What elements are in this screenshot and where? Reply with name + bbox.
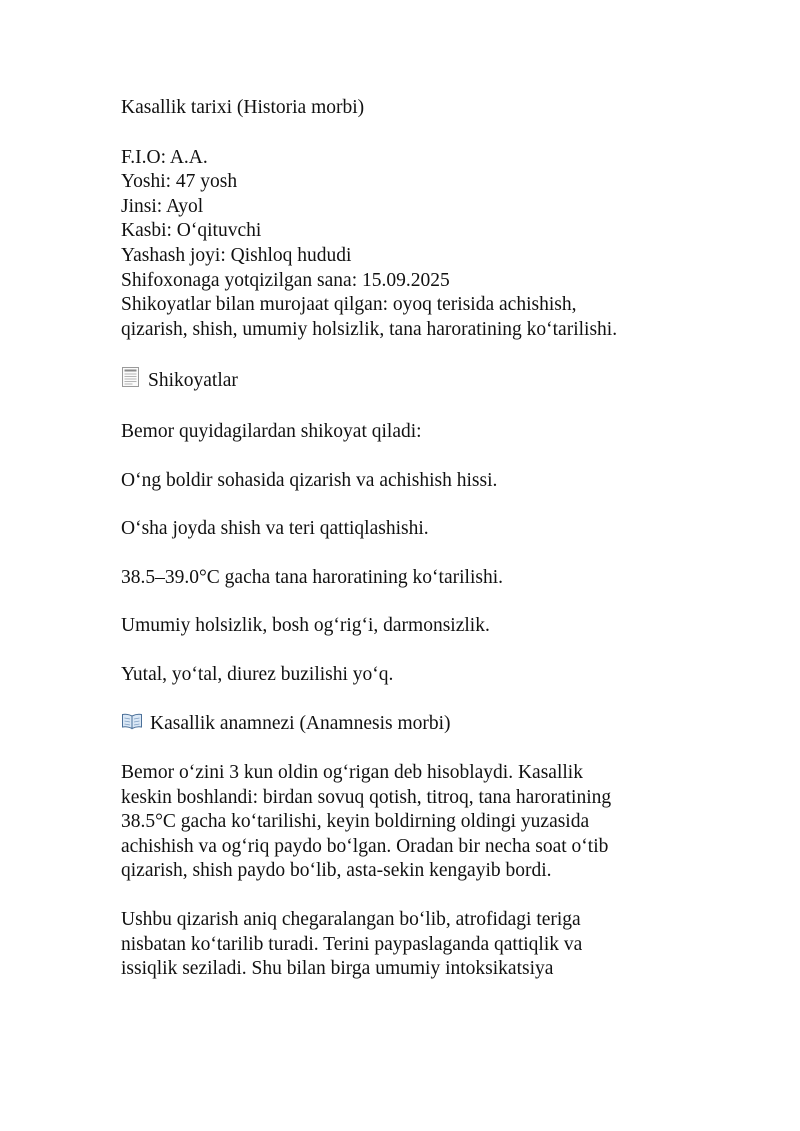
document-icon bbox=[121, 366, 141, 396]
anamnesis-heading bbox=[121, 712, 721, 738]
complaints-heading-text: Shikoyatlar bbox=[148, 369, 238, 391]
complaint-item: Yutal, yo‘tal, diurez buzilishi yo‘q. bbox=[121, 663, 394, 685]
spacer bbox=[121, 688, 721, 712]
complaint-item: 38.5–39.0°C gacha tana haroratining ko‘tarilishi. bbox=[121, 566, 503, 588]
spacer bbox=[121, 884, 721, 908]
patient-complaint-line-2: qizarish, shish, umumiy holsizlik, tana haroratining ko‘tarilishi. bbox=[121, 318, 618, 340]
paragraph-line: qizarish, shish paydo bo‘lib, asta-sekin kengayib bordi. bbox=[121, 860, 552, 882]
complaint-item: O‘ng boldir sohasida qizarish va achishish hissi. bbox=[121, 469, 498, 491]
patient-admission-date: Shifoxonaga yotqizilgan sana: 15.09.2025 bbox=[121, 269, 450, 291]
anamnesis-paragraph-1 bbox=[121, 761, 721, 884]
document-title: Kasallik tarixi (Historia morbi) bbox=[121, 97, 365, 118]
paragraph-line: issiqlik seziladi. Shu bilan birga umumiy intoksikatsiya bbox=[121, 958, 554, 980]
patient-residence: Yashash joyi: Qishloq hududi bbox=[121, 244, 352, 266]
spacer bbox=[121, 342, 721, 366]
paragraph-line: nisbatan ko‘tarilib turadi. Terini paypaslaganda qattiqlik va bbox=[121, 933, 583, 955]
paragraph-line: Ushbu qizarish aniq chegaralangan bo‘lib, atrofidagi teriga bbox=[121, 909, 581, 931]
spacer bbox=[121, 590, 721, 614]
spacer bbox=[121, 121, 721, 146]
spacer bbox=[121, 445, 721, 469]
patient-complaint-line-1: Shikoyatlar bilan murojaat qilgan: oyoq terisida achishish, bbox=[121, 294, 577, 316]
complaints-intro: Bemor quyidagilardan shikoyat qiladi: bbox=[121, 420, 422, 442]
anamnesis-heading-text: Kasallik anamnezi (Anamnesis morbi) bbox=[150, 713, 451, 734]
patient-job: Kasbi: O‘qituvchi bbox=[121, 220, 262, 242]
paragraph-line: 38.5°C gacha ko‘tarilishi, keyin boldirning oldingi yuzasida bbox=[121, 811, 590, 833]
spacer bbox=[121, 639, 721, 663]
open-book-icon bbox=[121, 712, 143, 738]
spacer bbox=[121, 542, 721, 566]
spacer bbox=[121, 737, 721, 761]
paragraph-line: Bemor o‘zini 3 kun oldin og‘rigan deb hisoblaydi. Kasallik bbox=[121, 762, 583, 784]
complaints-heading bbox=[121, 366, 721, 396]
paragraph-line: achishish va og‘riq paydo bo‘lgan. Oradan bir necha soat o‘tib bbox=[121, 835, 609, 857]
patient-fio: F.I.O: A.A. bbox=[121, 146, 208, 168]
complaint-item: O‘sha joyda shish va teri qattiqlashishi. bbox=[121, 518, 429, 540]
spacer bbox=[121, 396, 721, 420]
complaint-item: Umumiy holsizlik, bosh og‘rig‘i, darmonsizlik. bbox=[121, 615, 490, 637]
patient-sex: Jinsi: Ayol bbox=[121, 195, 204, 217]
document-page bbox=[121, 96, 721, 982]
anamnesis-paragraph-2 bbox=[121, 908, 721, 982]
patient-age: Yoshi: 47 yosh bbox=[121, 171, 238, 193]
spacer bbox=[121, 493, 721, 517]
patient-info-block bbox=[121, 146, 721, 343]
paragraph-line: keskin boshlandi: birdan sovuq qotish, titroq, tana haroratining bbox=[121, 786, 612, 808]
